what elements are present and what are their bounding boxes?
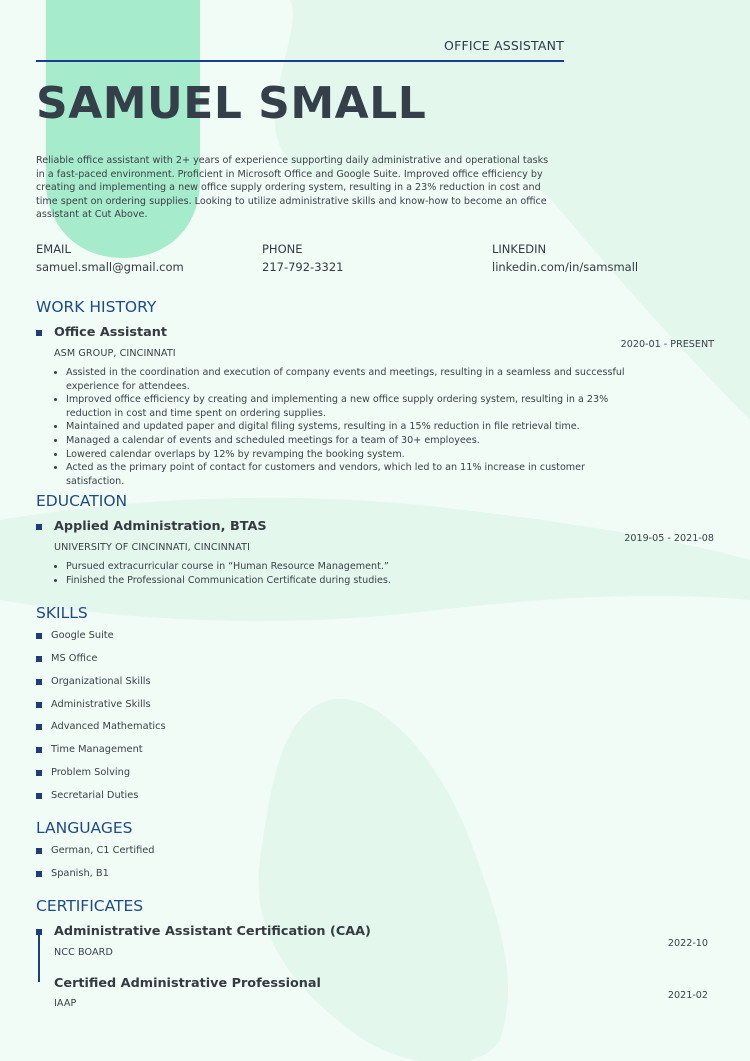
square-bullet-icon xyxy=(36,656,42,662)
work-company: ASM GROUP, CINCINNATI xyxy=(54,348,176,359)
language-item: Spanish, B1 xyxy=(36,868,109,879)
language-item: German, C1 Certified xyxy=(36,845,155,856)
square-bullet-icon xyxy=(36,871,42,877)
skill-item: MS Office xyxy=(36,653,97,664)
skill-item: Administrative Skills xyxy=(36,699,151,710)
certificate-issuer: IAAP xyxy=(54,998,77,1009)
certificate-entry-head xyxy=(36,976,321,991)
contact-phone xyxy=(262,242,343,274)
certificate-date: 2021-02 xyxy=(667,990,708,1001)
header-divider xyxy=(36,60,564,62)
linkedin-label: LINKEDIN xyxy=(492,242,547,256)
candidate-name: SAMUEL SMALL xyxy=(36,78,427,129)
section-title-skills: SKILLS xyxy=(36,604,88,622)
certificates-timeline xyxy=(38,932,40,982)
square-bullet-icon xyxy=(36,679,42,685)
square-bullet-icon xyxy=(36,793,42,799)
square-bullet-icon xyxy=(36,724,42,730)
work-bullets xyxy=(54,366,636,488)
certificate-issuer: NCC BOARD xyxy=(54,947,113,958)
list-item: • Managed a calendar of events and scheduled meetings for a team of 30+ employees. xyxy=(66,434,636,448)
email-value[interactable]: samuel.small@gmail.com xyxy=(36,260,184,274)
square-bullet-icon xyxy=(36,848,42,854)
list-item: • Assisted in the coordination and execution of company events and meetings, resulting in a seamless and successful experience for attendees. xyxy=(66,366,636,393)
education-entry-head xyxy=(36,519,267,534)
email-label: EMAIL xyxy=(36,242,71,256)
education-bullets xyxy=(54,560,636,587)
square-bullet-icon xyxy=(36,770,42,776)
skill-item: Advanced Mathematics xyxy=(36,721,166,732)
skill-item: Secretarial Duties xyxy=(36,790,138,801)
section-title-languages: LANGUAGES xyxy=(36,819,133,837)
job-title: OFFICE ASSISTANT xyxy=(444,38,564,53)
summary-text: Reliable office assistant with 2+ years of experience supporting daily administrative and operational tasks in a fast-paced environment. Proficient in Microsoft Office and Google Suite. Improved office efficiency by creating and implementing a new office supply ordering system, resulting in a 23% reduction in cost and time spent on ordering supplies. Looking to utilize administrative skills and know-how to become an office assistant at Cut Above. xyxy=(36,155,549,221)
phone-label: PHONE xyxy=(262,242,303,256)
square-bullet-icon xyxy=(36,702,42,708)
section-title-work-history: WORK HISTORY xyxy=(36,298,157,316)
phone-value[interactable]: 217-792-3321 xyxy=(262,260,344,274)
square-bullet-icon xyxy=(36,330,42,336)
list-item: • Improved office efficiency by creating and implementing a new office supply ordering system, resulting in a 23% reduction in cost and time spent on ordering supplies. xyxy=(66,393,636,420)
skill-item: Organizational Skills xyxy=(36,676,151,687)
education-school: UNIVERSITY OF CINCINNATI, CINCINNATI xyxy=(54,542,251,553)
education-degree: Applied Administration, BTAS xyxy=(54,519,267,534)
list-item: • Pursued extracurricular course in “Human Resource Management.” xyxy=(66,560,636,574)
certificate-name: Certified Administrative Professional xyxy=(54,976,321,991)
skill-item: Problem Solving xyxy=(36,767,130,778)
section-title-education: EDUCATION xyxy=(36,492,128,510)
linkedin-value[interactable]: linkedin.com/in/samsmall xyxy=(492,260,639,274)
work-date: 2020-01 - PRESENT xyxy=(620,339,714,350)
work-role: Office Assistant xyxy=(54,325,167,340)
skill-item: Google Suite xyxy=(36,630,114,641)
square-bullet-icon xyxy=(36,929,42,935)
certificate-name: Administrative Assistant Certification (CAA) xyxy=(54,924,371,939)
section-title-certificates: CERTIFICATES xyxy=(36,897,144,915)
list-item: • Maintained and updated paper and digital filing systems, resulting in a 15% reduction in file retrieval time. xyxy=(66,420,636,434)
list-item: • Acted as the primary point of contact for customers and vendors, which led to an 11% increase in customer satisfaction. xyxy=(66,461,636,488)
work-entry-head xyxy=(36,325,167,340)
square-bullet-icon xyxy=(36,633,42,639)
square-bullet-icon xyxy=(36,747,42,753)
square-bullet-icon xyxy=(36,524,42,530)
contact-email xyxy=(36,242,184,274)
education-date: 2019-05 - 2021-08 xyxy=(624,533,714,544)
certificate-entry-head xyxy=(36,924,371,939)
certificate-date: 2022-10 xyxy=(667,938,708,949)
list-item: • Finished the Professional Communication Certificate during studies. xyxy=(66,574,636,588)
skill-item: Time Management xyxy=(36,744,143,755)
list-item: • Lowered calendar overlaps by 12% by revamping the booking system. xyxy=(66,448,636,462)
contact-linkedin xyxy=(492,242,638,274)
